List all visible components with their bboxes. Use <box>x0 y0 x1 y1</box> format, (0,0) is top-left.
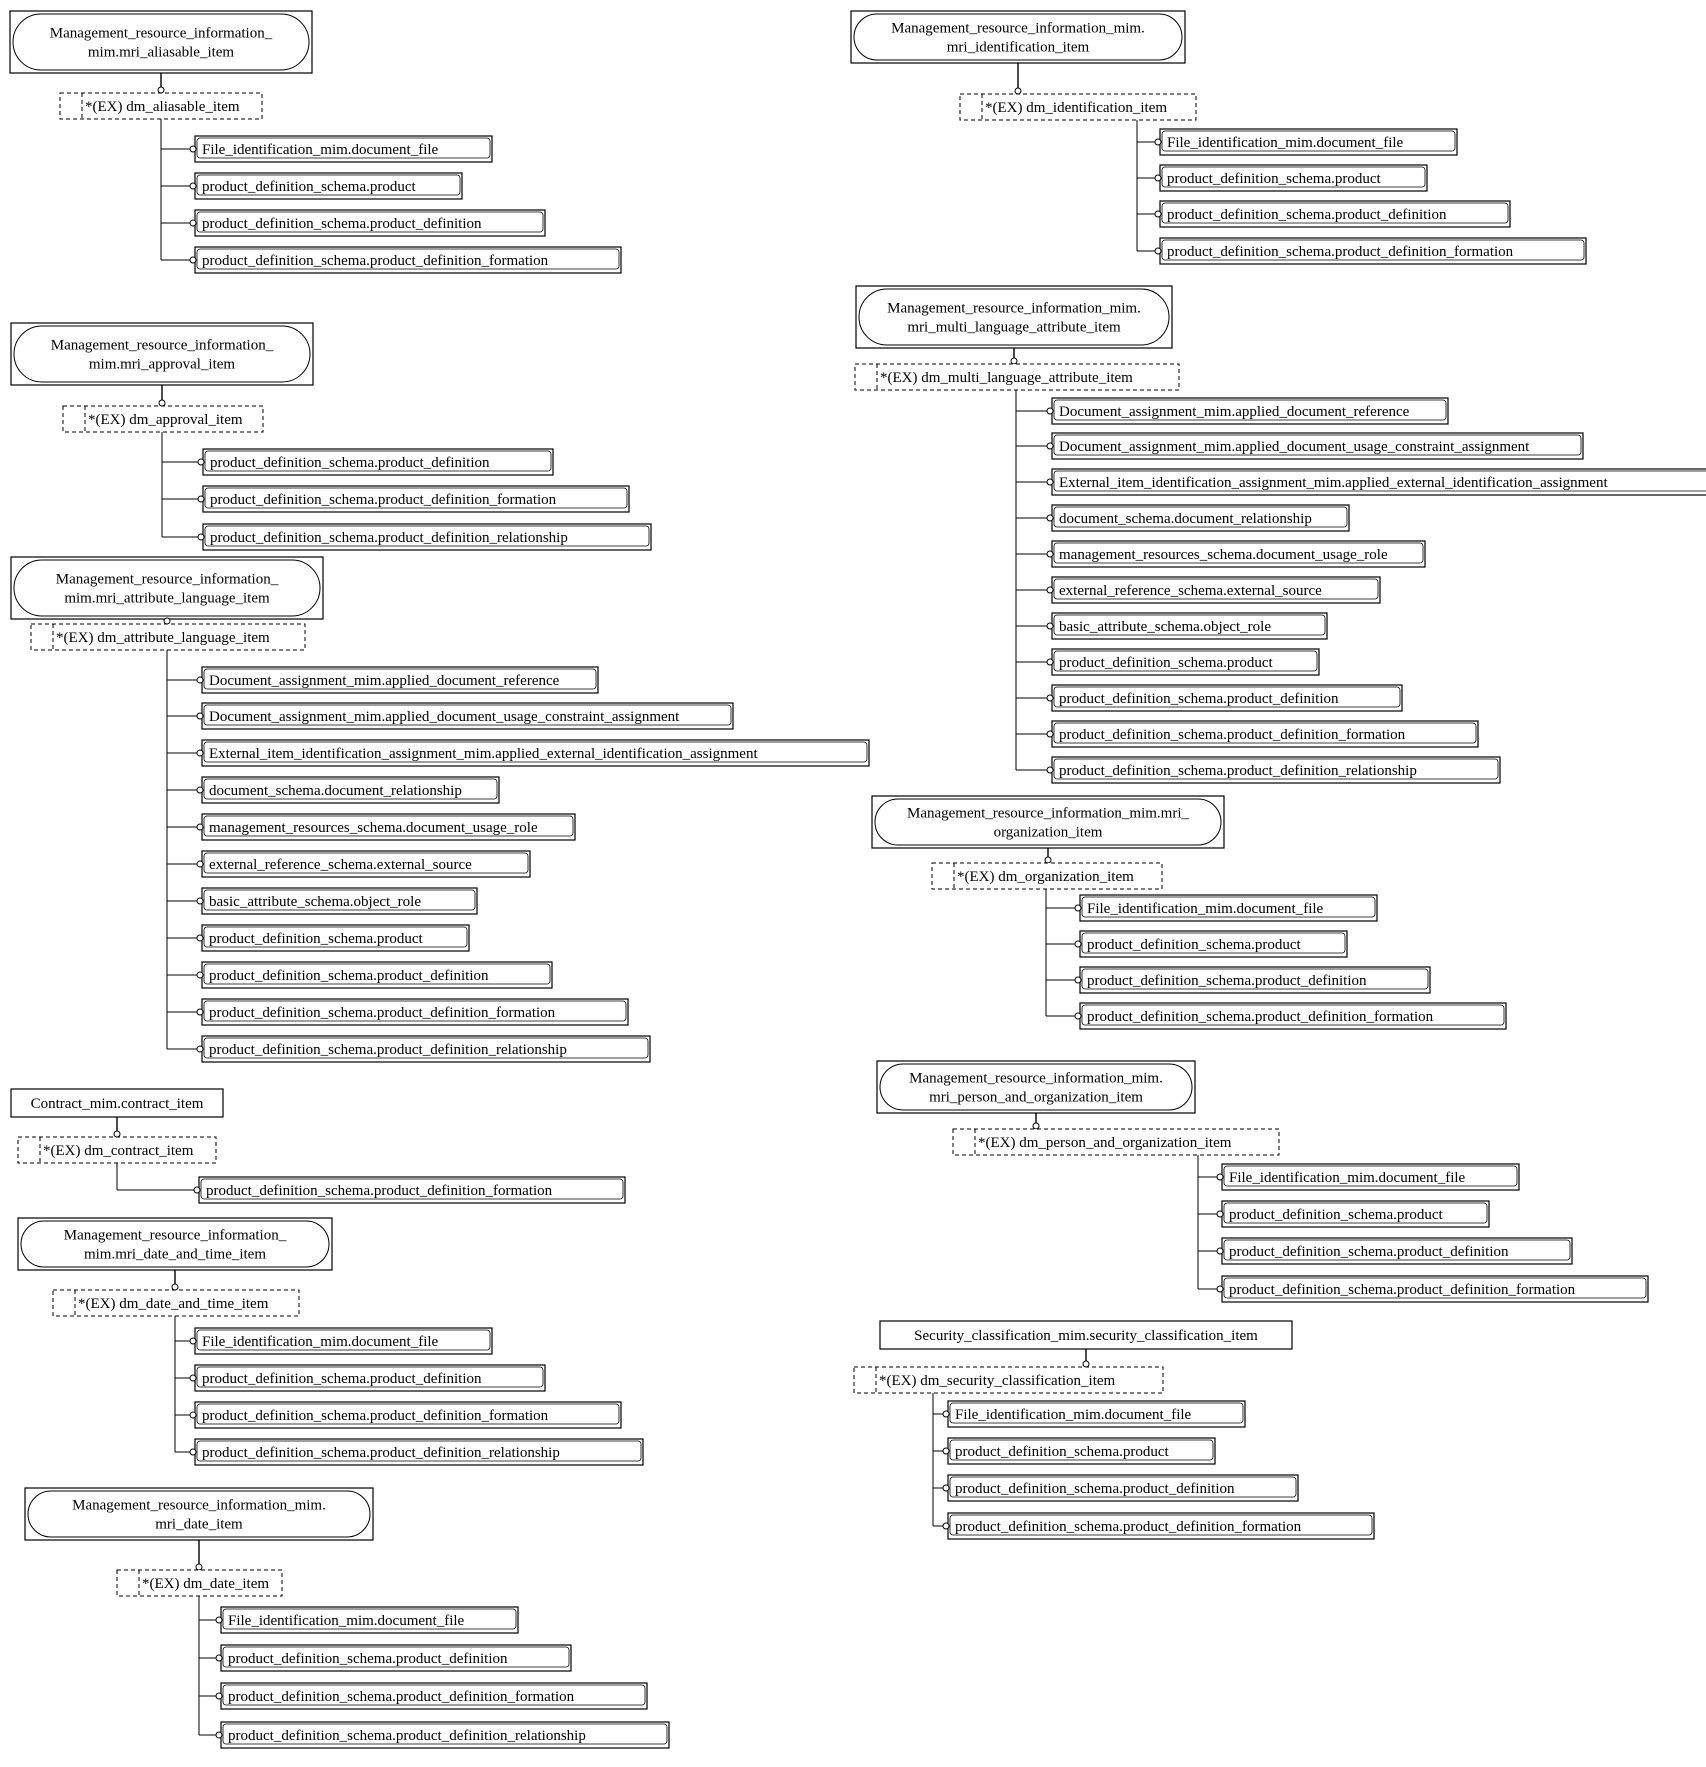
relationship-end-circle <box>190 1412 196 1418</box>
select-item-label: product_definition_schema.product_definition_formation <box>206 1183 553 1199</box>
defined-type-box <box>18 1218 332 1270</box>
relationship-end-circle <box>1047 695 1053 701</box>
defined-type-box <box>880 1321 1292 1349</box>
select-item-label: File_identification_mim.document_file <box>1229 1170 1466 1186</box>
extensible-select-box <box>117 1570 282 1596</box>
relationship-end-circle <box>1075 977 1081 983</box>
select-type-label: *(EX) dm_date_item <box>142 1576 270 1592</box>
select-item-box <box>199 1722 669 1748</box>
select-item-box <box>175 1328 492 1354</box>
select-type-label: *(EX) dm_person_and_organization_item <box>978 1135 1232 1151</box>
relationship-end-circle <box>190 183 196 189</box>
relationship-end-circle <box>943 1523 949 1529</box>
defined-type-label: mri_date_item <box>155 1516 243 1533</box>
select-item-label: management_resources_schema.document_usage_role <box>209 820 538 836</box>
relationship-end-circle <box>197 935 203 941</box>
select-item-box <box>1016 721 1478 747</box>
relationship-end-circle <box>197 972 203 978</box>
select-item-label: File_identification_mim.document_file <box>202 142 439 158</box>
select-item-box <box>1137 238 1586 264</box>
select-item-label: External_item_identification_assignment_mim.applied_external_identification_assignment <box>1059 475 1608 491</box>
relationship-end-circle <box>1217 1286 1223 1292</box>
select-item-box <box>1046 931 1347 957</box>
relationship-end-circle <box>190 1449 196 1455</box>
select-item-label: product_definition_schema.product_definition <box>1059 691 1339 707</box>
select-item-box <box>1016 469 1706 495</box>
defined-type-box <box>851 11 1185 63</box>
defined-type-label: Security_classification_mim.security_classification_item <box>914 1328 1258 1344</box>
extensible-select-box <box>53 1290 299 1316</box>
select-item-box <box>933 1438 1215 1464</box>
relationship-end-circle <box>190 257 196 263</box>
defined-type-box <box>872 796 1224 848</box>
select-item-box <box>167 925 469 951</box>
select-item-label: product_definition_schema.product_definition <box>210 455 490 471</box>
extensible-select-box <box>18 1137 216 1163</box>
defined-type-box <box>877 1061 1195 1113</box>
defined-type-label: Management_resource_information_mim. <box>909 1070 1163 1087</box>
select-item-box <box>933 1513 1374 1539</box>
defined-type-label: Management_resource_information_mim. <box>891 20 1145 37</box>
relationship-end-circle <box>197 787 203 793</box>
defined-type-label: mri_multi_language_attribute_item <box>907 319 1121 336</box>
select-item-label: product_definition_schema.product_definition_relationship <box>210 530 568 546</box>
relationship-end-circle <box>1083 1361 1089 1367</box>
relationship-end-circle <box>1155 211 1161 217</box>
select-item-box <box>1016 505 1349 531</box>
select-item-label: product_definition_schema.product_definition_formation <box>955 1519 1302 1535</box>
relationship-end-circle <box>1075 1013 1081 1019</box>
select-item-box <box>175 1365 545 1391</box>
select-item-box <box>1016 433 1583 459</box>
select-item-label: Document_assignment_mim.applied_document_usage_constraint_assignment <box>1059 439 1530 455</box>
relationship-end-circle <box>943 1411 949 1417</box>
select-item-label: basic_attribute_schema.object_role <box>209 894 421 910</box>
relationship-end-circle <box>1075 941 1081 947</box>
extensible-select-box <box>953 1129 1279 1155</box>
select-item-label: product_definition_schema.product_definition <box>1229 1244 1509 1260</box>
select-type-label: *(EX) dm_multi_language_attribute_item <box>880 370 1133 386</box>
select-type-group <box>851 11 1586 264</box>
relationship-end-circle <box>1217 1211 1223 1217</box>
select-type-group <box>855 286 1706 783</box>
select-item-box <box>1198 1276 1648 1302</box>
select-item-box <box>1016 541 1425 567</box>
relationship-end-circle <box>197 861 203 867</box>
select-item-box <box>162 486 629 512</box>
select-type-label: *(EX) dm_contract_item <box>43 1143 194 1159</box>
select-item-label: product_definition_schema.product_definition <box>202 216 482 232</box>
relationship-end-circle <box>1047 767 1053 773</box>
select-item-label: product_definition_schema.product_definition <box>209 968 489 984</box>
relationship-end-circle <box>216 1732 222 1738</box>
defined-type-label: Management_resource_information_ <box>63 1227 287 1244</box>
select-type-group <box>877 1061 1648 1302</box>
relationship-end-circle <box>1047 408 1053 414</box>
defined-type-box <box>10 11 312 73</box>
select-item-box <box>167 962 552 988</box>
relationship-end-circle <box>190 1375 196 1381</box>
defined-type-box <box>25 1488 373 1540</box>
select-item-label: external_reference_schema.external_source <box>209 857 472 873</box>
select-item-label: product_definition_schema.product <box>1167 171 1381 187</box>
select-item-box <box>933 1401 1245 1427</box>
select-item-label: File_identification_mim.document_file <box>202 1334 439 1350</box>
defined-type-box <box>11 557 323 619</box>
relationship-end-circle <box>1047 443 1053 449</box>
select-item-box <box>933 1475 1298 1501</box>
select-item-box <box>167 888 477 914</box>
extensible-select-box <box>855 364 1179 390</box>
relationship-end-circle <box>1047 587 1053 593</box>
extensible-select-box <box>60 93 262 119</box>
extensible-select-box <box>63 406 263 432</box>
relationship-end-circle <box>197 1009 203 1015</box>
relationship-end-circle <box>190 146 196 152</box>
defined-type-label: Management_resource_information_ <box>55 571 279 588</box>
select-item-box <box>1016 757 1500 783</box>
select-item-box <box>1046 967 1430 993</box>
relationship-end-circle <box>198 534 204 540</box>
defined-type-label: Management_resource_information_ <box>49 25 273 42</box>
select-item-box <box>161 173 462 199</box>
select-type-group <box>872 796 1506 1029</box>
select-item-box <box>1016 577 1380 603</box>
defined-type-label: Management_resource_information_ <box>50 337 274 354</box>
extensible-select-box <box>31 624 305 650</box>
defined-type-label: mri_identification_item <box>946 39 1090 56</box>
select-item-box <box>199 1683 647 1709</box>
select-type-group <box>10 11 621 273</box>
select-item-label: product_definition_schema.product_definition <box>228 1651 508 1667</box>
select-item-label: product_definition_schema.product_definition_formation <box>1229 1282 1576 1298</box>
relationship-end-circle <box>1047 551 1053 557</box>
select-item-label: external_reference_schema.external_source <box>1059 583 1322 599</box>
select-item-label: management_resources_schema.document_usage_role <box>1059 547 1388 563</box>
select-item-label: File_identification_mim.document_file <box>1087 901 1324 917</box>
relationship-end-circle <box>216 1617 222 1623</box>
defined-type-label: Management_resource_information_mim. <box>72 1497 326 1514</box>
select-item-box <box>1046 895 1377 921</box>
select-item-box <box>1016 685 1402 711</box>
select-item-label: File_identification_mim.document_file <box>955 1407 1192 1423</box>
relationship-end-circle <box>943 1485 949 1491</box>
relationship-end-circle <box>1217 1248 1223 1254</box>
select-item-box <box>1016 649 1319 675</box>
select-item-box <box>167 851 530 877</box>
select-item-box <box>117 1177 625 1203</box>
select-item-label: product_definition_schema.product_definition_relationship <box>228 1728 586 1744</box>
select-type-group <box>25 1488 669 1748</box>
select-item-box <box>1046 1003 1506 1029</box>
relationship-end-circle <box>198 496 204 502</box>
select-item-box <box>167 814 575 840</box>
relationship-end-circle <box>197 898 203 904</box>
select-item-label: product_definition_schema.product_definition <box>955 1481 1235 1497</box>
select-item-label: product_definition_schema.product <box>955 1444 1169 1460</box>
select-item-box <box>161 247 621 273</box>
select-item-box <box>162 524 651 550</box>
select-item-label: product_definition_schema.product_definition_relationship <box>202 1445 560 1461</box>
select-item-box <box>167 777 499 803</box>
relationship-end-circle <box>196 1564 202 1570</box>
select-item-label: basic_attribute_schema.object_role <box>1059 619 1271 635</box>
select-type-group <box>11 323 651 550</box>
select-item-box <box>1137 201 1510 227</box>
relationship-end-circle <box>1047 479 1053 485</box>
relationship-end-circle <box>190 220 196 226</box>
select-type-label: *(EX) dm_aliasable_item <box>85 99 240 115</box>
select-item-label: product_definition_schema.product_definition <box>1087 973 1367 989</box>
select-item-label: product_definition_schema.product_definition_formation <box>228 1689 575 1705</box>
select-item-label: File_identification_mim.document_file <box>1167 135 1404 151</box>
select-item-box <box>199 1607 518 1633</box>
select-item-box <box>167 667 598 693</box>
relationship-end-circle <box>1075 905 1081 911</box>
select-type-label: *(EX) dm_security_classification_item <box>879 1373 1116 1389</box>
defined-type-label: organization_item <box>993 824 1103 841</box>
relationship-end-circle <box>172 1284 178 1290</box>
relationship-end-circle <box>198 459 204 465</box>
select-item-box <box>1137 165 1427 191</box>
relationship-end-circle <box>1217 1174 1223 1180</box>
relationship-end-circle <box>197 713 203 719</box>
defined-type-label: mri_person_and_organization_item <box>929 1089 1143 1106</box>
select-item-box <box>167 740 869 766</box>
select-item-label: product_definition_schema.product_definition_relationship <box>209 1042 567 1058</box>
defined-type-label: Management_resource_information_mim. <box>887 300 1141 317</box>
select-item-box <box>162 449 553 475</box>
relationship-end-circle <box>1047 659 1053 665</box>
relationship-end-circle <box>197 750 203 756</box>
select-item-box <box>167 1036 650 1062</box>
extensible-select-box <box>854 1367 1163 1393</box>
relationship-end-circle <box>159 400 165 406</box>
select-type-label: *(EX) dm_approval_item <box>88 412 243 428</box>
select-item-label: product_definition_schema.product_definition <box>1167 207 1447 223</box>
select-item-label: External_item_identification_assignment_mim.applied_external_identification_assignment <box>209 746 758 762</box>
defined-type-label: mim.mri_date_and_time_item <box>83 1246 267 1263</box>
defined-type-label: mim.mri_approval_item <box>88 356 236 373</box>
relationship-end-circle <box>216 1655 222 1661</box>
select-item-label: product_definition_schema.product_definition_formation <box>210 492 557 508</box>
relationship-end-circle <box>1011 358 1017 364</box>
select-type-group <box>18 1218 643 1465</box>
select-item-box <box>167 703 733 729</box>
relationship-end-circle <box>194 1187 200 1193</box>
relationship-end-circle <box>1047 623 1053 629</box>
select-item-label: product_definition_schema.product <box>1087 937 1301 953</box>
select-type-group <box>854 1321 1374 1539</box>
select-item-label: product_definition_schema.product <box>202 179 416 195</box>
extensible-select-box <box>960 94 1196 120</box>
select-item-label: Document_assignment_mim.applied_document_reference <box>209 673 560 689</box>
extensible-select-box <box>932 863 1162 889</box>
select-item-box <box>1198 1238 1572 1264</box>
select-type-label: *(EX) dm_organization_item <box>957 869 1134 885</box>
defined-type-label: Contract_mim.contract_item <box>30 1096 204 1112</box>
relationship-end-circle <box>190 1338 196 1344</box>
relationship-end-circle <box>197 824 203 830</box>
select-item-box <box>199 1645 571 1671</box>
select-item-box <box>1137 129 1457 155</box>
defined-type-label: mim.mri_attribute_language_item <box>64 590 270 607</box>
relationship-end-circle <box>164 618 170 624</box>
relationship-end-circle <box>1155 139 1161 145</box>
select-item-label: Document_assignment_mim.applied_document_reference <box>1059 404 1410 420</box>
select-type-label: *(EX) dm_date_and_time_item <box>78 1296 269 1312</box>
select-item-label: product_definition_schema.product_definition_formation <box>202 1408 549 1424</box>
select-item-box <box>1198 1201 1489 1227</box>
select-item-label: product_definition_schema.product_definition <box>202 1371 482 1387</box>
relationship-end-circle <box>1155 248 1161 254</box>
relationship-end-circle <box>1045 857 1051 863</box>
defined-type-label: mim.mri_aliasable_item <box>87 44 235 61</box>
select-item-label: product_definition_schema.product_definition_formation <box>202 253 549 269</box>
select-item-box <box>167 999 628 1025</box>
select-item-box <box>161 210 545 236</box>
relationship-end-circle <box>114 1131 120 1137</box>
defined-type-label: Management_resource_information_mim.mri_ <box>906 805 1190 822</box>
select-type-group <box>11 557 869 1062</box>
relationship-end-circle <box>216 1693 222 1699</box>
select-item-box <box>1016 613 1327 639</box>
select-item-box <box>1198 1164 1519 1190</box>
relationship-end-circle <box>197 1046 203 1052</box>
select-item-label: product_definition_schema.product <box>1059 655 1273 671</box>
select-item-label: product_definition_schema.product_definition_formation <box>1087 1009 1434 1025</box>
select-item-box <box>1016 398 1448 424</box>
select-item-box <box>161 136 492 162</box>
select-item-label: product_definition_schema.product_definition_formation <box>1059 727 1406 743</box>
select-type-label: *(EX) dm_attribute_language_item <box>56 630 270 646</box>
select-type-label: *(EX) dm_identification_item <box>985 100 1168 116</box>
relationship-end-circle <box>158 87 164 93</box>
select-item-label: document_schema.document_relationship <box>209 783 462 799</box>
select-item-label: product_definition_schema.product <box>1229 1207 1443 1223</box>
select-item-label: product_definition_schema.product <box>209 931 423 947</box>
select-item-label: document_schema.document_relationship <box>1059 511 1312 527</box>
select-type-group <box>11 1089 625 1203</box>
defined-type-box <box>11 323 313 385</box>
defined-type-box <box>856 286 1172 348</box>
select-item-label: product_definition_schema.product_definition_formation <box>209 1005 556 1021</box>
select-item-box <box>175 1439 643 1465</box>
select-item-label: product_definition_schema.product_definition_formation <box>1167 244 1514 260</box>
relationship-end-circle <box>1015 88 1021 94</box>
relationship-end-circle <box>1047 515 1053 521</box>
relationship-end-circle <box>1047 731 1053 737</box>
relationship-end-circle <box>197 677 203 683</box>
relationship-end-circle <box>1033 1123 1039 1129</box>
select-item-label: Document_assignment_mim.applied_document_usage_constraint_assignment <box>209 709 680 725</box>
defined-type-box <box>11 1089 223 1117</box>
relationship-end-circle <box>1155 175 1161 181</box>
select-item-label: File_identification_mim.document_file <box>228 1613 465 1629</box>
select-item-label: product_definition_schema.product_definition_relationship <box>1059 763 1417 779</box>
relationship-end-circle <box>943 1448 949 1454</box>
select-item-box <box>175 1402 621 1428</box>
